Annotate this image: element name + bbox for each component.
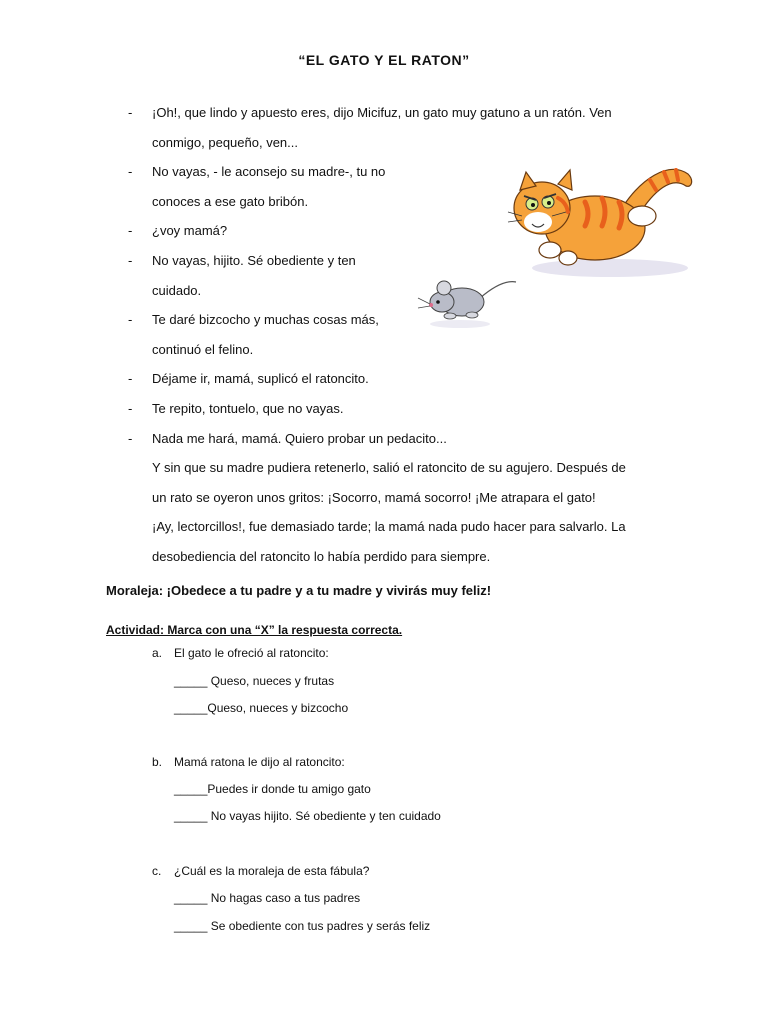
answer-option[interactable]: _____ Queso, nueces y frutas bbox=[174, 674, 335, 688]
narration-line: un rato se oyeron unos gritos: ¡Socorro, mamá socorro! ¡Me atrapara el gato! bbox=[152, 489, 596, 505]
dialog-line: - No vayas, hijito. Sé obediente y ten bbox=[128, 252, 356, 268]
dialog-line: conmigo, pequeño, ven... bbox=[152, 134, 298, 150]
answer-option[interactable]: _____ No hagas caso a tus padres bbox=[174, 891, 361, 905]
dialog-line: - Nada me hará, mamá. Quiero probar un pedacito... bbox=[128, 430, 447, 446]
answer-option[interactable]: _____Queso, nueces y bizcocho bbox=[174, 701, 349, 715]
narration bbox=[128, 453, 688, 571]
dialog-line: cuidado. bbox=[152, 282, 202, 298]
dialog-line: - No vayas, - le aconsejo su madre-, tu no bbox=[128, 164, 386, 180]
cat-and-mouse-illustration bbox=[410, 150, 700, 340]
narration-line: desobediencia del ratoncito lo había perdido para siempre. bbox=[152, 548, 491, 564]
answer-option[interactable]: _____ No vayas hijito. Sé obediente y ten cuidado bbox=[174, 809, 441, 823]
page-title: “EL GATO Y EL RATON” bbox=[298, 52, 470, 68]
answer-option[interactable]: _____ Se obediente con tus padres y serás feliz bbox=[174, 919, 431, 933]
narration-line: Y sin que su madre pudiera retenerlo, salió el ratoncito de su agujero. Después de bbox=[152, 460, 626, 476]
moral-text: Moraleja: ¡Obedece a tu padre y a tu madre y vivirás muy feliz! bbox=[106, 583, 492, 598]
dialog-line: - ¿voy mamá? bbox=[128, 223, 228, 239]
dialog-line: - Te daré bizcocho y muchas cosas más, bbox=[128, 312, 379, 328]
dialog-line: conoces a ese gato bribón. bbox=[152, 193, 309, 209]
answer-option[interactable]: _____Puedes ir donde tu amigo gato bbox=[174, 782, 371, 796]
dialog-line: continuó el felino. bbox=[152, 341, 254, 357]
dialog-line: - Déjame ir, mamá, suplicó el ratoncito. bbox=[128, 371, 369, 387]
dialog-line: - Te repito, tontuelo, que no vayas. bbox=[128, 400, 344, 416]
narration-line: ¡Ay, lectorcillos!, fue demasiado tarde; la mamá nada pudo hacer para salvarlo. La bbox=[152, 519, 626, 535]
activity-heading: Actividad: Marca con una “X” la respuesta correcta. bbox=[106, 623, 403, 637]
document-page: “EL GATO Y EL RATON” - ¡Oh!, que lindo y apuesto eres, dijo Micifuz, un gato muy gatuno a un ratón. Ven conmigo, pequeño, ven... - No vayas, - le aconsejo su madre-, tu no conoces a ese gato bribón. - ¿voy mamá? - No vayas, hijito. Sé obediente y ten cuidado. - Te daré bizcocho y muchas cosas más, continuó el felino. - Déjame ir, mamá, suplicó el ratoncito. - Te repito, tontuelo, que no vayas. - Nada me hará, mamá. Quiero probar un pedacito... Y sin que su madre pudiera retenerlo, salió el ratoncito de su agujero. Después de un rato se oyeron unos gritos: ¡Socorro, mamá socorro! ¡Me atrapara el gato! ¡Ay, lectorcillos!, fue demasiado tarde; la mamá nada pudo hacer para salvarlo. La desobediencia del ratoncito lo había perdido para siempre. Moraleja: ¡Obedece a tu padre y a tu madre y vivirás muy feliz! Actividad: Marca con una “X” la respuesta correcta. a. El gato le ofreció al ratoncito: _____ Queso, nueces y frutas _____Queso, nueces y bizcocho b. Mamá ratona le dijo al ratoncito: _____Puedes ir donde tu amigo gato _____ No vayas hijito. Sé obediente y ten cuidado c. ¿Cuál es la moraleja de esta fábula? _____ No hagas caso a tus padres _____ Se obediente con tus padres y serás feliz bbox=[0, 0, 768, 1024]
dialog-line: - ¡Oh!, que lindo y apuesto eres, dijo Micifuz, un gato muy gatuno a un ratón. Ven bbox=[128, 105, 612, 120]
